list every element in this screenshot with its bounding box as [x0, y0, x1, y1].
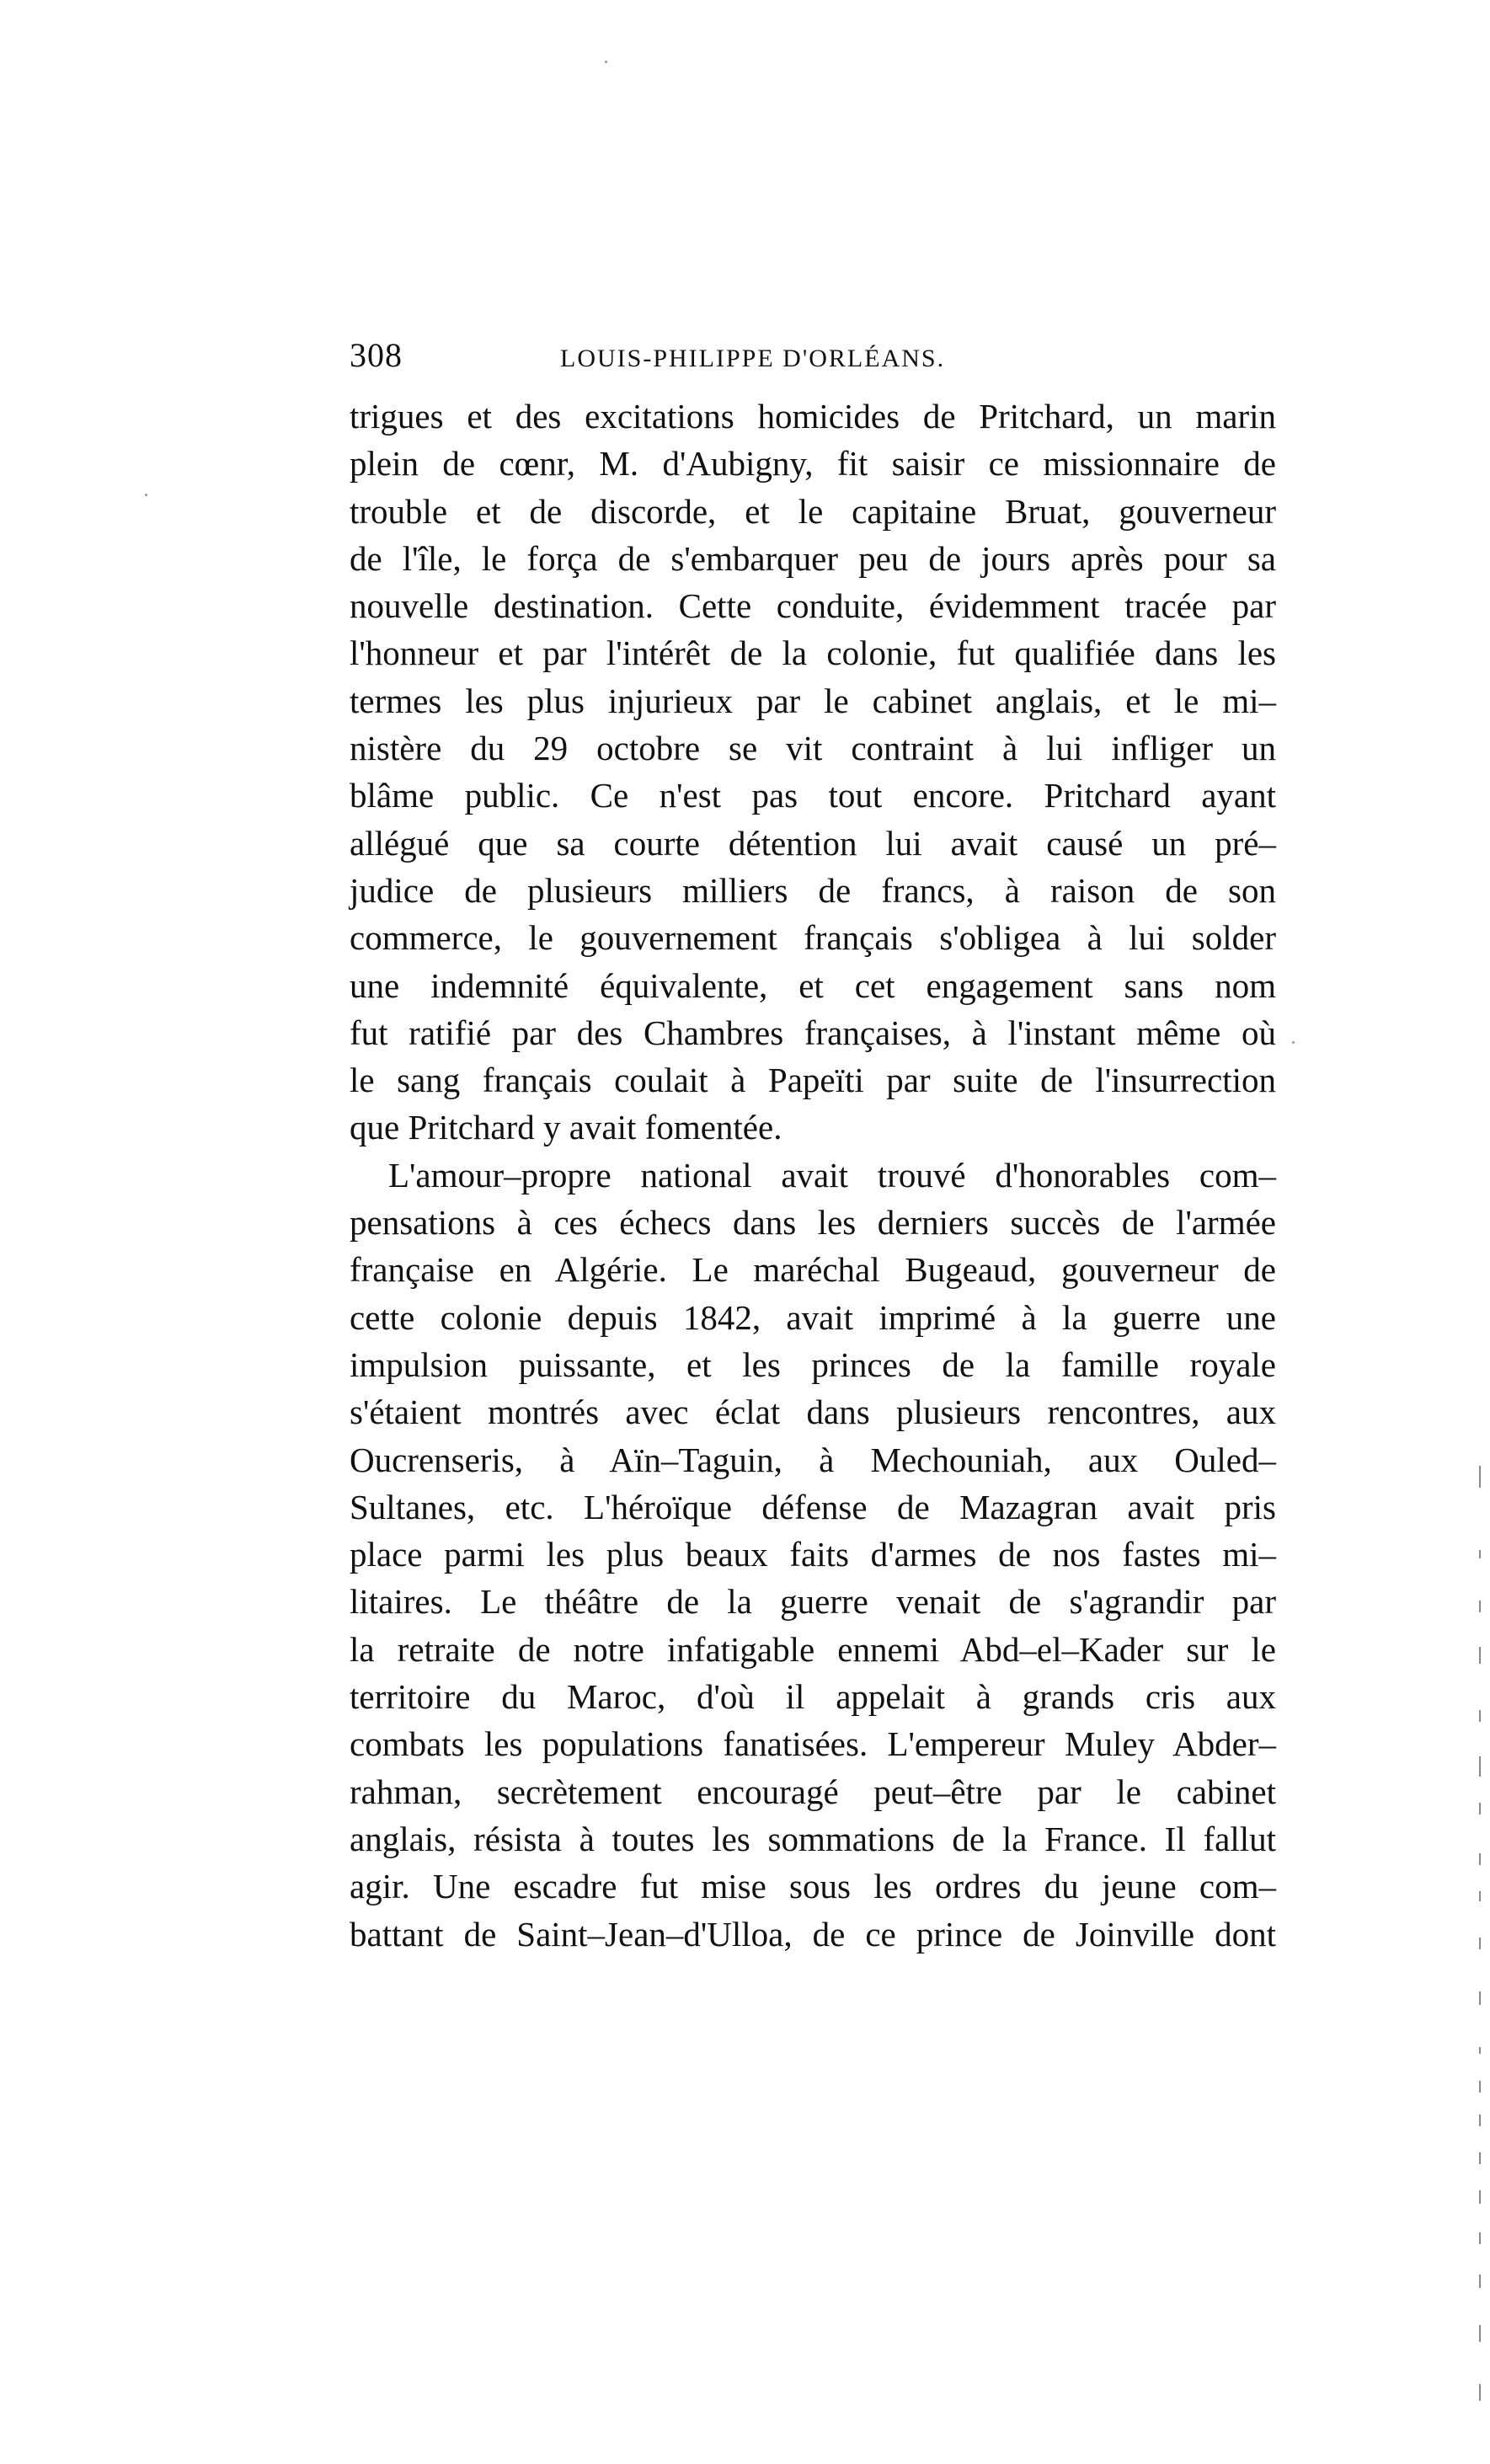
text-line: l'honneur et par l'intérêt de la colonie, fut qualifiée dans les — [350, 633, 1276, 673]
text-line: trigues et des excitations homicides de Pritchard, un marin — [350, 397, 1276, 436]
text-line: place parmi les plus beaux faits d'armes de nos fastes mi– — [350, 1535, 1276, 1574]
scan-margin-tick — [1479, 1938, 1481, 1949]
text-line: s'étaient montrés avec éclat dans plusieurs rencontres, aux — [350, 1392, 1276, 1432]
text-line: litaires. Le théâtre de la guerre venait de s'agrandir par — [350, 1582, 1276, 1622]
scan-margin-tick — [1479, 1647, 1481, 1664]
text-line: le sang français coulait à Papeïti par suite de l'insurrection — [350, 1061, 1276, 1100]
scan-margin-tick — [1479, 2081, 1481, 2093]
text-line: pensations à ces échecs dans les derniers succès de l'armée — [350, 1203, 1276, 1243]
scan-margin-tick — [1479, 2384, 1481, 2401]
text-line: termes les plus injurieux par le cabinet anglais, et le mi– — [350, 681, 1276, 720]
text-line: française en Algérie. Le maréchal Bugeaud, gouverneur de — [350, 1250, 1276, 1290]
text-line: la retraite de notre infatigable ennemi Abd–el–Kader sur le — [350, 1629, 1276, 1669]
text-line: nistère du 29 octobre se vit contraint à lui infliger un — [350, 729, 1276, 768]
text-line: nouvelle destination. Cette conduite, évidemment tracée par — [350, 586, 1276, 626]
text-line: une indemnité équivalente, et cet engagement sans nom — [350, 965, 1276, 1005]
text-line: allégué que sa courte détention lui avait causé un pré– — [350, 823, 1276, 863]
scan-margin-tick — [1479, 2114, 1481, 2126]
text-line: de l'île, le força de s'embarquer peu de jours après pour sa — [350, 538, 1276, 578]
text-line: Oucrenseris, à Aïn–Taguin, à Mechouniah, aux Ouled– — [350, 1440, 1276, 1479]
text-line: battant de Saint–Jean–d'Ulloa, de ce prince de Joinville dont — [350, 1914, 1276, 1954]
text-line: plein de cœnr, M. d'Aubigny, fit saisir ce missionnaire de — [350, 444, 1276, 484]
scan-speck — [1292, 1041, 1295, 1044]
scan-margin-tick — [1479, 1756, 1481, 1777]
scan-margin-tick — [1479, 1891, 1481, 1901]
scan-margin-tick — [1479, 2047, 1481, 2054]
scan-speck — [605, 61, 607, 63]
scan-margin-tick — [1479, 1601, 1481, 1612]
scan-margin-tick — [1479, 2152, 1481, 2164]
page-number: 308 — [350, 336, 403, 374]
text-line: fut ratifié par des Chambres françaises, à l'instant même où — [350, 1013, 1276, 1052]
text-line: rahman, secrètement encouragé peut–être par le cabinet — [350, 1772, 1276, 1811]
scan-margin-tick — [1479, 1466, 1481, 1488]
running-title: LOUIS-PHILIPPE D'ORLÉANS. — [560, 345, 946, 372]
text-line: trouble et de discorde, et le capitaine Bruat, gouverneur — [350, 491, 1276, 531]
text-line: blâme public. Ce n'est pas tout encore. Pritchard ayant — [350, 776, 1276, 815]
text-line: anglais, résista à toutes les sommations de la France. Il fallut — [350, 1819, 1276, 1858]
text-line: judice de plusieurs milliers de francs, à raison de son — [350, 870, 1276, 910]
text-line: impulsion puissante, et les princes de la famille royale — [350, 1344, 1276, 1384]
scan-margin-tick — [1479, 2190, 1481, 2204]
scan-margin-tick — [1479, 1853, 1481, 1865]
text-line: que Pritchard y avait fomentée. — [350, 1108, 782, 1147]
text-line: Sultanes, etc. L'héroïque défense de Mazagran avait pris — [350, 1487, 1276, 1526]
scan-margin-tick — [1479, 1710, 1481, 1722]
scan-margin-tick — [1479, 1803, 1481, 1815]
scan-margin-tick — [1479, 2325, 1481, 2342]
text-line: agir. Une escadre fut mise sous les ordres du jeune com– — [350, 1867, 1276, 1906]
text-line: combats les populations fanatisées. L'empereur Muley Abder– — [350, 1724, 1276, 1764]
scan-margin-tick — [1479, 1550, 1481, 1558]
text-line: L'amour–propre national avait trouvé d'honorables com– — [388, 1155, 1276, 1195]
scan-margin-tick — [1479, 2232, 1481, 2244]
scan-margin-tick — [1479, 1991, 1481, 2005]
text-line: cette colonie depuis 1842, avait imprimé à la guerre une — [350, 1297, 1276, 1337]
text-line: territoire du Maroc, d'où il appelait à grands cris aux — [350, 1677, 1276, 1717]
text-line: commerce, le gouvernement français s'obligea à lui solder — [350, 918, 1276, 958]
scan-margin-tick — [1479, 2274, 1481, 2288]
scan-speck — [145, 494, 147, 496]
